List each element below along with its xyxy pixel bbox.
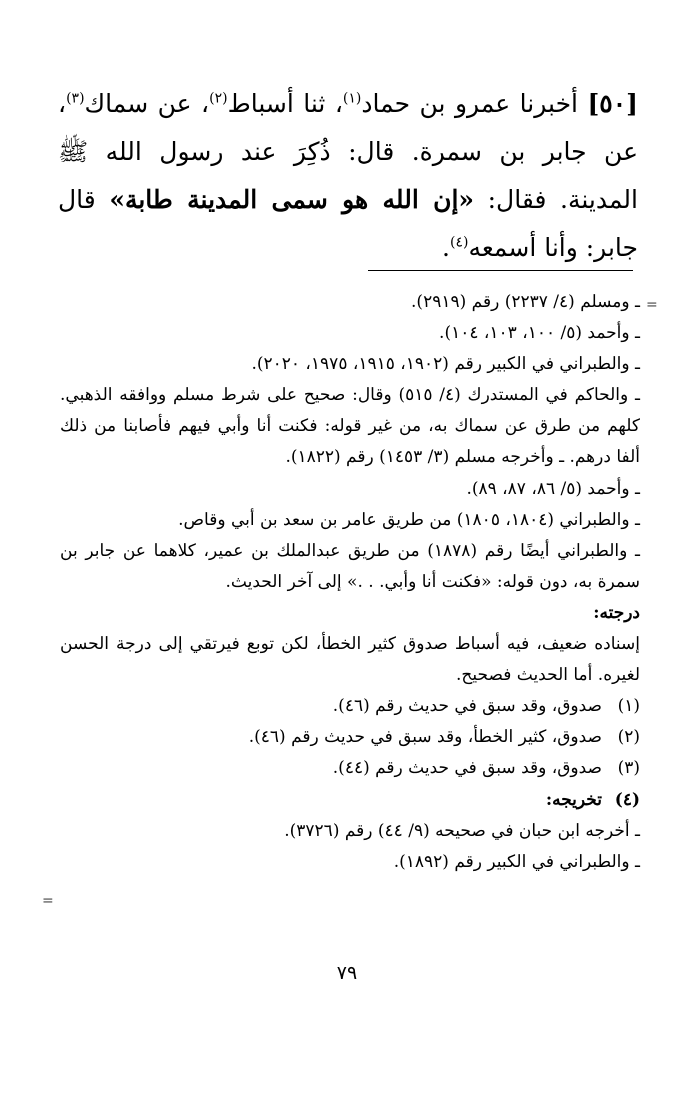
footnote-ref-4: (٤) (449, 234, 469, 251)
takhrij-line: ـ ومسلم (٤/ ٢٢٣٧) رقم (٢٩١٩). (411, 292, 640, 312)
takhrij-line: ـ أخرجه ابن حبان في صحيحه (٩/ ٤٤) رقم (٣٧٢٦). (284, 820, 640, 841)
takhrij-line: ـ والحاكم في المستدرك (٤/ ٥١٥) وقال: صحيح على شرط مسلم ووافقه الذهبي. كلهم من طرق عن سماك به، من غير قوله: فكنت أنا وأبي فيهم فأصابنا من ذلك ألفا درهم. ـ وأخرجه مسلم (٣/ ١٤٥٣) رقم (١٨٢٢). (60, 385, 640, 468)
hadith-text: [٥٠] أخبرنا عمرو بن حماد$^{(١)}$، ثنا أسباط$^{(٢)}$، عن سماك$^{(٣)}$، عن جابر بن سمرة. قال: ذُكِرَ عند رسول الله ﷺ المدينة. فقال: «إن الله هو سمى المدينة طابة» قال جابر: وأنا أسمعه$^{(٤)}$. (58, 89, 638, 262)
takhrij-line: ـ والطبراني في الكبير رقم (١٩٠٢، ١٩١٥، ١٩٧٥، ٢٠٢٠). (251, 354, 640, 375)
hadith-number: [٥٠] (587, 89, 638, 118)
footnote-separator (368, 270, 633, 271)
takhrij-line: ـ والطبراني (١٨٠٤، ١٨٠٥) من طريق عامر بن سعد بن أبي وقاص. (178, 509, 640, 530)
footnote-item: (٢) صدوق، كثير الخطأ، وقد سبق في حديث رقم (٤٦). (248, 727, 640, 748)
takhrij-line: ـ وأحمد (٥/ ١٠٠، ١٠٣، ١٠٤). (439, 323, 640, 344)
margin-marker-top: = (646, 297, 658, 313)
footnote-item: (٣) صدوق، وقد سبق في حديث رقم (٤٤). (332, 758, 640, 779)
grade-text: إسناده ضعيف، فيه أسباط صدوق كثير الخطأ، لكن توبع فيرتقي إلى درجة الحسن لغيره. أما الحديث فصحيح. (60, 634, 640, 686)
footnote-ref-3: (٣) (66, 90, 85, 107)
footnote-item: (١) صدوق، وقد سبق في حديث رقم (٤٦). (332, 696, 640, 717)
takhrij-line: ـ والطبراني أيضًا رقم (١٨٧٨) من طريق عبدالملك بن عمير، كلاهما عن جابر بن سمرة به، دون قوله: «فكنت أنا وأبي. . .» إلى آخر الحديث. (60, 540, 640, 592)
takhrij-line: ـ وأحمد (٥/ ٨٦، ٨٧، ٨٩). (466, 478, 640, 499)
grade-heading: درجته: (593, 602, 640, 623)
footnotes-section (60, 287, 640, 878)
takhrij-line: ـ والطبراني في الكبير رقم (١٨٩٢). (393, 851, 640, 872)
margin-marker-bottom: = (42, 893, 54, 909)
hadith-quote: «إن الله هو سمى المدينة طابة» (109, 185, 475, 214)
footnote-ref-1: (١) (342, 90, 362, 107)
footnote-item: (٤) تخريجه: (545, 789, 640, 810)
footnote-ref-2: (٢) (209, 90, 228, 107)
page-number: ٧٩ (336, 962, 358, 984)
